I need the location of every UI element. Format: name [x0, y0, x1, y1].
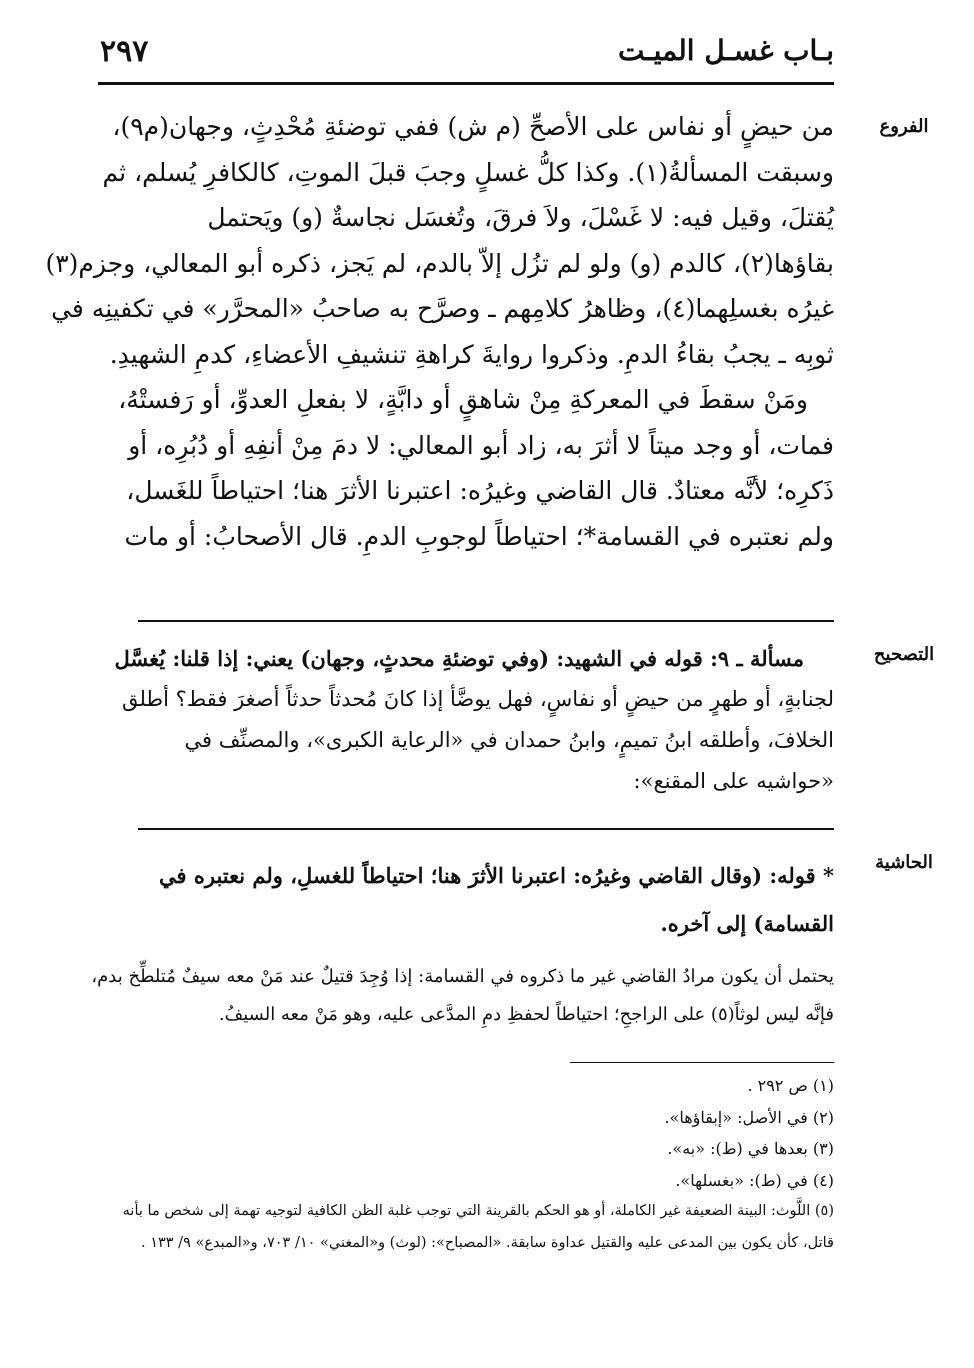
footnote: (٢) في الأصل: «إبقاؤها».	[664, 1107, 834, 1127]
furu-line: ولم نعتبره في القسامة*؛ احتياطاً لوجوبِ الدمِ. قال الأصحابُ: أو مات	[124, 521, 834, 551]
tashih-line: «حواشيه على المقنع»:	[633, 769, 834, 793]
side-label-hashiya: الحاشية	[875, 852, 933, 873]
tashih-section	[114, 638, 834, 802]
footnote: (٤) في (ط): «بغسلها».	[675, 1170, 834, 1190]
page-number: ٢٩٧	[100, 34, 149, 69]
section-divider	[138, 828, 834, 830]
header-rule	[98, 82, 834, 85]
furu-line: فمات، أو وجد ميتاً لا أثرَ به، زاد أبو المعالي: لا دمَ مِنْ أنفِهِ أو دُبُرِه، أو	[128, 430, 834, 460]
footnote: قاتل، كأن يكون بين المدعى عليه والقتيل عداوة سابقة. «المصباح»: (لوث) و«المغني» ١٠/ ٧٠٣، و«المبدع» ٩/ ١٣٣ .	[140, 1234, 834, 1251]
tashih-line: لجنابةٍ، أو طهرٍ من حيضٍ أو نفاسٍ، فهل يوضَّأ إذا كانَ مُحدثاً حدثاً أصغرَ فقط؟ أطلق	[121, 687, 834, 711]
footnote: (٣) بعدها في (ط): «به».	[667, 1139, 834, 1158]
footnotes	[122, 1070, 834, 1259]
side-label-furu: الفروع	[879, 116, 929, 137]
footnote: (٥) اللَّوث: البينة الضعيفة غير الكاملة، أو هو الحكم بالقرينة التي توجب غلبة الظن الكافية لتوجيه تهمة إلى شخص ما بأنه	[122, 1203, 834, 1219]
furu-line: بقاؤها(٢)، كالدم (و) ولو لم تزُل إلاّ بالدم، لم يَجز، ذكره أبو المعالي، وجزم(٣)	[45, 248, 834, 278]
hashiya-head-line: * قوله: (وقال القاضي وغيرُه: اعتبرنا الأثرَ هنا؛ احتياطاً للغسلِ، ولم نعتبره في	[159, 863, 834, 888]
hashiya-heading	[138, 852, 834, 948]
hashiya-body-line: فإنَّه ليس لوثاً(٥) على الراجحِ؛ احتياطاً لحفظِ دمِ المدَّعى عليه، وهو مَنْ معه السيفُ.	[218, 1004, 834, 1025]
hashiya-head-line: القسامة) إلى آخره.	[660, 911, 834, 936]
side-label-tashih: التصحيح	[873, 644, 935, 665]
tashih-line: مسألة ـ ٩: قوله في الشهيد: (وفي توضئةِ محدثٍ، وجهان) يعني: إذا قلنا: يُغسَّل	[114, 646, 804, 671]
hashiya-body-line: يحتمل أن يكون مرادُ القاضي غير ما ذكروه في القسامة: إذا وُجِدَ قتيلٌ عند مَنْ معه سيفٌ مُتلطِّخ بدم،	[91, 966, 834, 987]
hashiya-body	[91, 958, 834, 1034]
furu-section	[45, 104, 834, 559]
furu-line: يُقتلَ، وقيل فيه: لا غَسْلَ، ولاَ فرقَ، وتُغسَل نجاسةٌ (و) ويَحتمل	[207, 203, 834, 232]
furu-line: من حيضٍ أو نفاس على الأصحِّ (م ش) ففي توضئةِ مُحْدِثٍ، وجهان(م٩)،	[112, 112, 834, 141]
tashih-line: الخلافَ، وأطلقه ابنُ تميمٍ، وابنُ حمدان في «الرعاية الكبرى»، والمصنِّف في	[184, 728, 834, 752]
running-head: بـاب غسـل الميـت	[617, 34, 834, 67]
footnote: (١) ص ٢٩٢ .	[747, 1076, 834, 1095]
furu-line: ومَنْ سقطَ في المعركةِ مِنْ شاهقٍ أو دابَّةٍ، لا بفعلِ العدوِّ، أو رَفستْهُ،	[118, 385, 808, 414]
furu-line: غيرُه بغسلِهما(٤)، وظاهرُ كلامِهم ـ وصرَّح به صاحبُ «المحرَّر» في تكفينِه في	[51, 294, 834, 323]
furu-line: وسبقت المسألةُ(١). وكذا كلُّ غسلٍ وجبَ قبلَ الموتِ، كالكافرِ يُسلم، ثم	[102, 157, 834, 187]
furu-line: ذَكرِه؛ لأنَّه معتادٌ. قال القاضي وغيرُه: اعتبرنا الأثرَ هنا؛ احتياطاً للغَسل،	[126, 476, 834, 505]
section-divider	[138, 620, 834, 622]
furu-line: ثوبِه ـ يجبُ بقاءُ الدمِ. وذكروا روايةَ كراهةِ تنشيفِ الأعضاءِ، كدمِ الشهيدِ.	[109, 339, 834, 369]
footnote-rule	[570, 1062, 834, 1063]
